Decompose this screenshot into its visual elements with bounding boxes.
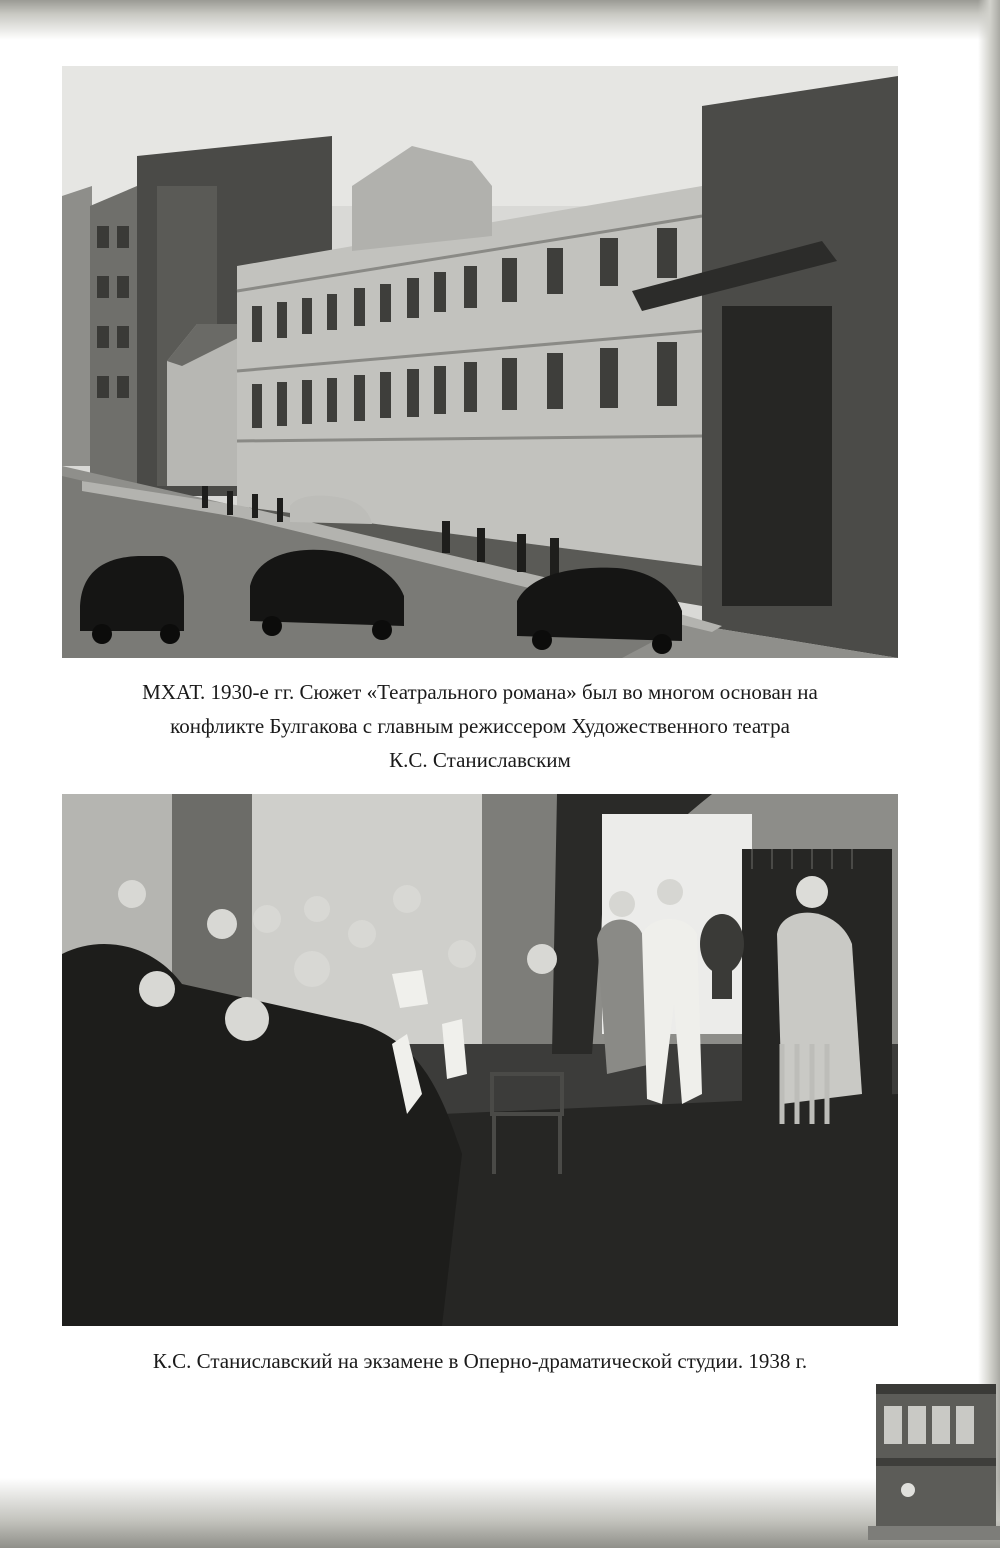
tram-decoration-icon bbox=[868, 1380, 1000, 1540]
studio-exam-photo bbox=[62, 794, 898, 1326]
caption-line: К.С. Станиславским bbox=[389, 748, 571, 772]
caption-line: МХАТ. 1930-е гг. Сюжет «Театрального романа» был во многом основан на bbox=[142, 680, 818, 704]
studio-photo-caption bbox=[62, 1344, 898, 1378]
studio-exam-illustration bbox=[62, 794, 898, 1326]
caption-line: конфликте Булгакова с главным режиссером Художественного театра bbox=[170, 714, 790, 738]
caption-line: К.С. Станиславский на экзамене в Оперно-драматической студии. 1938 г. bbox=[152, 1349, 808, 1373]
theatre-street-photo bbox=[62, 66, 898, 658]
grunge-border-right bbox=[978, 0, 1000, 1548]
theatre-street-illustration bbox=[62, 66, 898, 658]
grunge-border-top bbox=[0, 0, 1000, 40]
grunge-border-bottom bbox=[0, 1478, 1000, 1548]
street-photo-caption bbox=[62, 675, 898, 777]
